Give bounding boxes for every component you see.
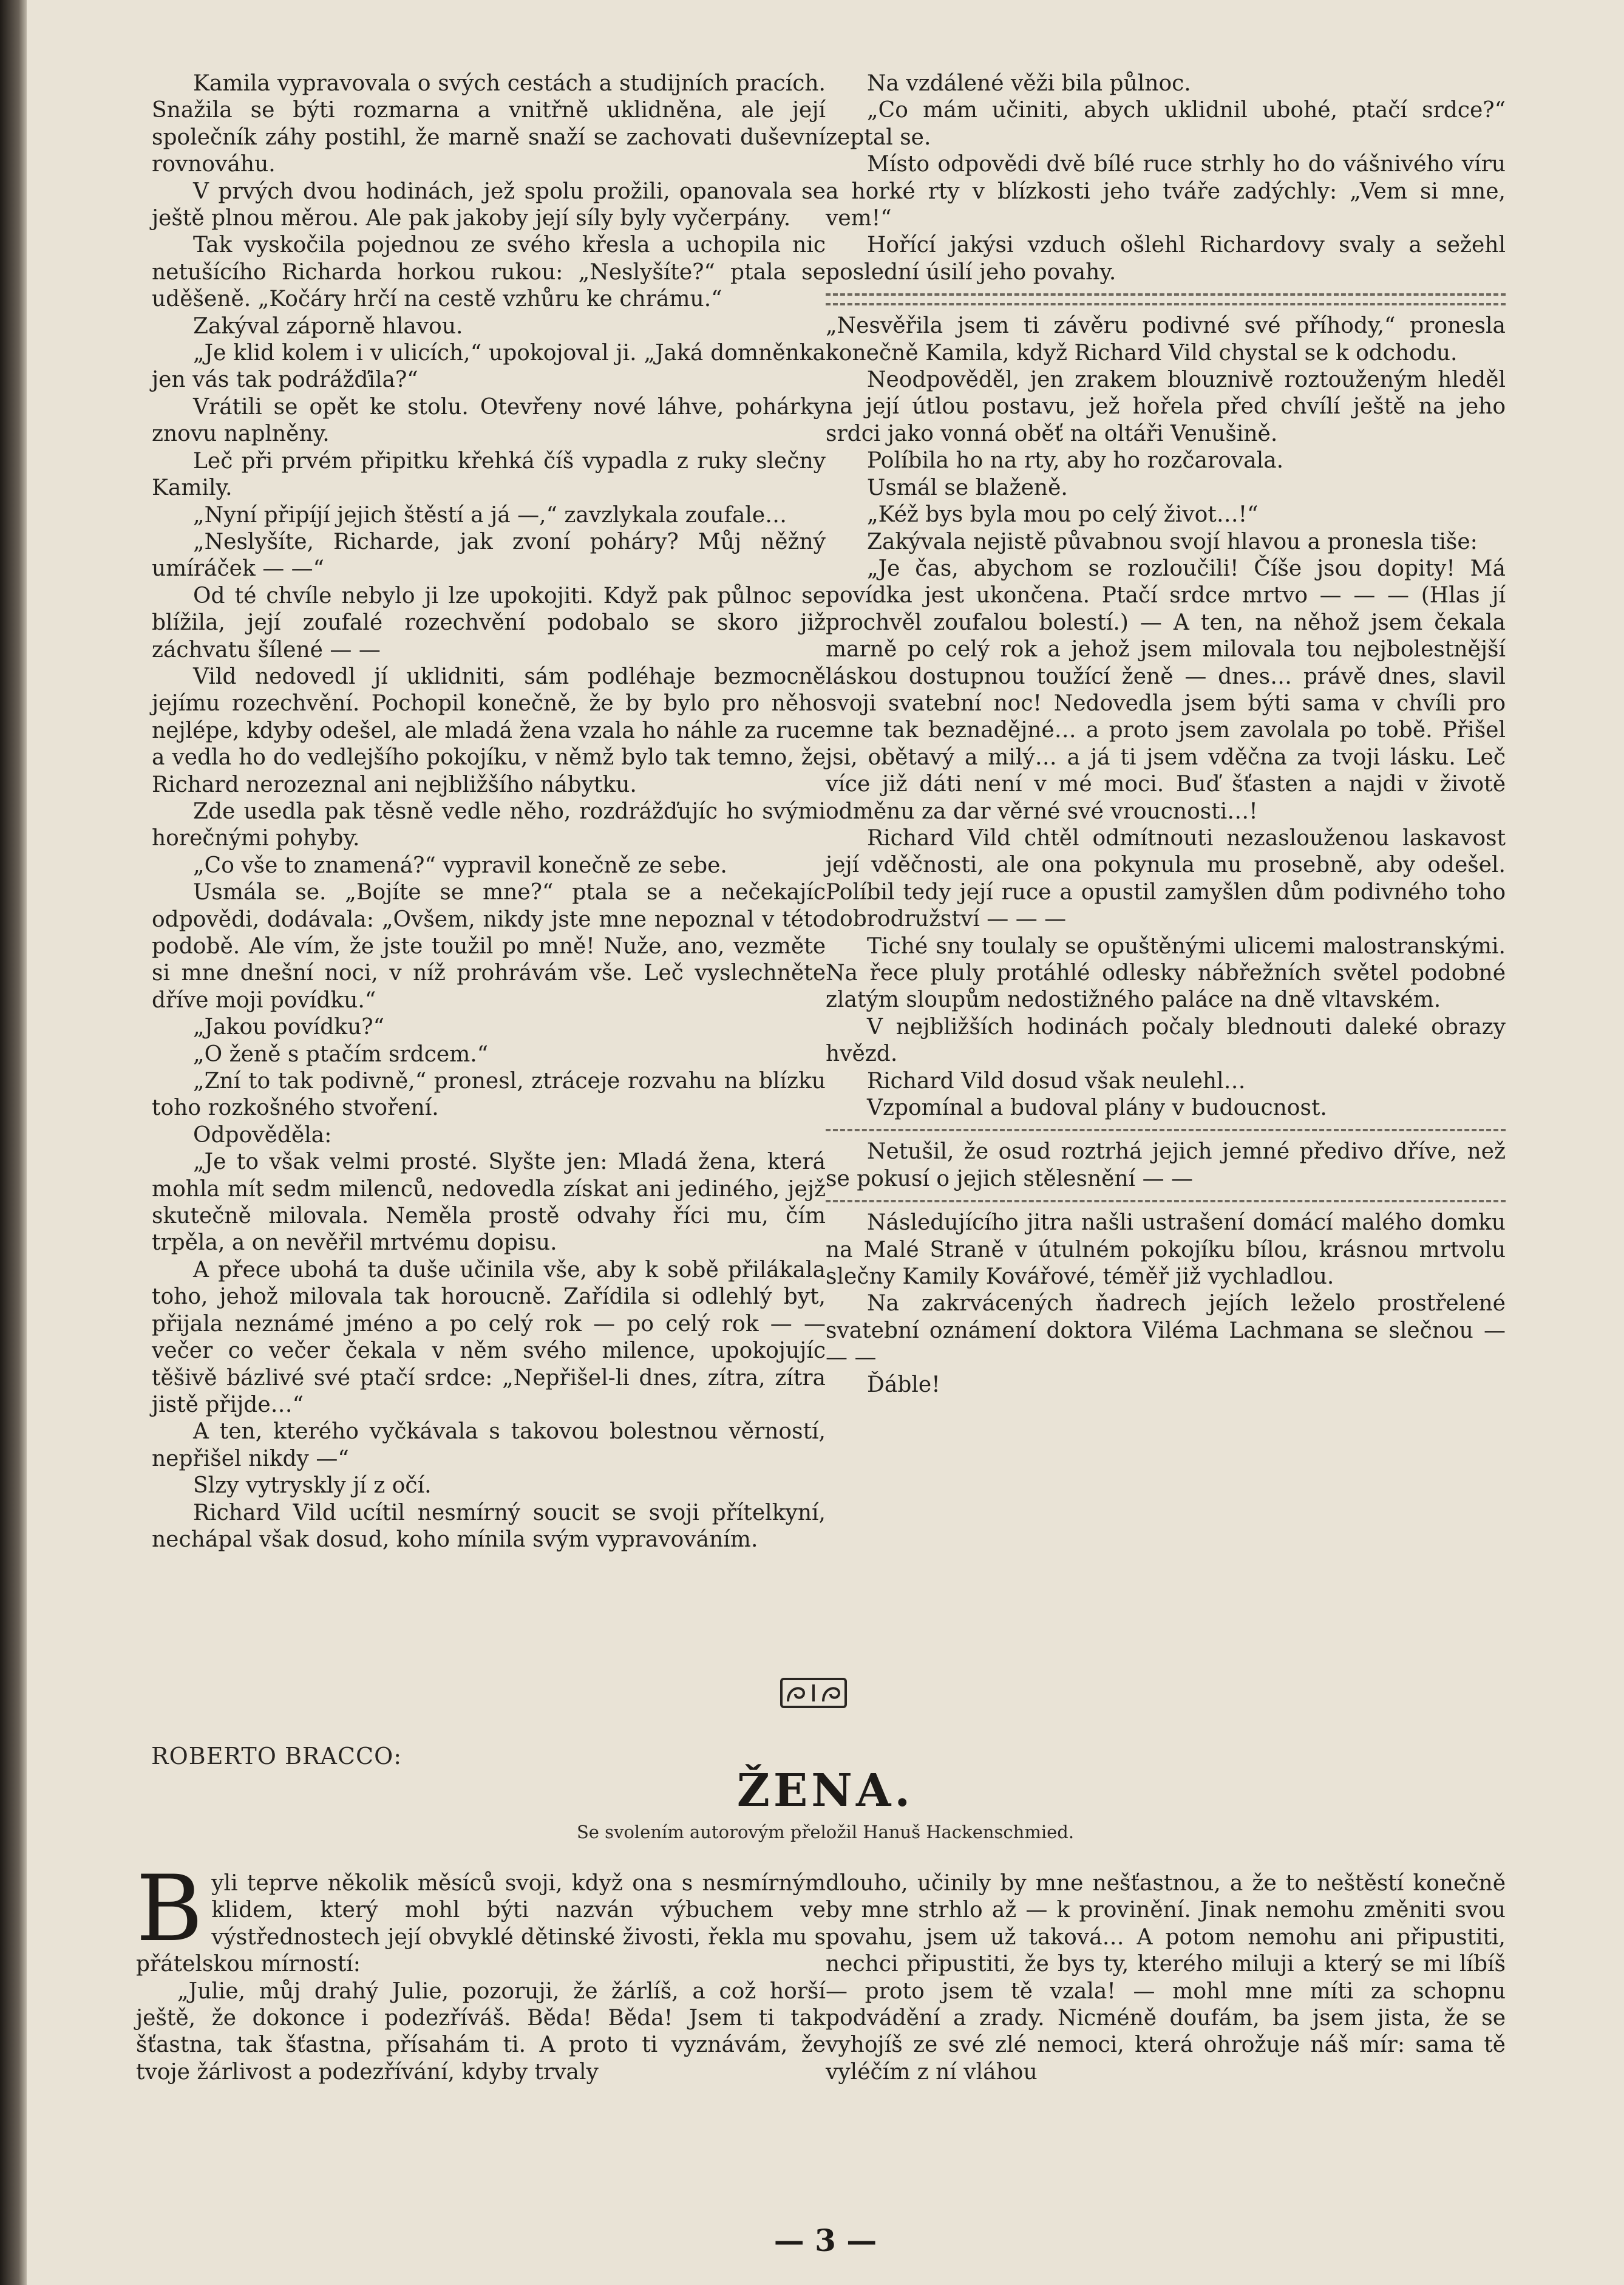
story1-left-column — [152, 70, 826, 1553]
paragraph: Tak vyskočila pojednou ze svého křesla a uchopila nic netušícího Richarda horkou rukou: „Neslyšíte?“ ptala se uděšeně. „Kočáry hrčí na cestě vzhůru ke chrámu.“ — [152, 233, 826, 312]
paragraph: Richard Vild chtěl odmítnouti nezaslouženou laskavost její vděčnosti, ale ona pokynula mu prosebně, aby odešel. Políbil tedy její ruce a opustil zamyšlen dům podivného toho dobrodružství — — — — [826, 825, 1506, 932]
paragraph: A přece ubohá ta duše učinila vše, aby k sobě přilákala toho, jehož milovala tak horoucně. Zařídila si odlehlý byt, přijala neznámé jméno a po celý rok — po celý rok — — večer co večer čekala v něm svého milence, upokojujíc těšivě bázlivé své ptačí srdce: „Nepřišel-li dnes, zítra, zítra jistě přijde…“ — [152, 1257, 826, 1417]
paragraph: „Je klid kolem i v ulicích,“ upokojoval ji. „Jaká domněnka jen vás tak podrážďila?“ — [152, 341, 826, 393]
paragraph: „Zní to tak podivně,“ pronesl, ztráceje rozvahu na blízku toho rozkošného stvoření. — [152, 1069, 826, 1121]
paragraph: „Nesvěřila jsem ti závěru podivné své příhody,“ pronesla konečně Kamila, když Richard Vild chystal se k odchodu. — [826, 313, 1506, 366]
book-spine — [0, 0, 27, 2285]
paragraph: Ďáble! — [867, 1372, 940, 1397]
paragraph: „Co mám učiniti, abych uklidnil ubohé, ptačí srdce?“ zeptal se. — [826, 98, 1506, 150]
paragraph: „Je čas, abychom se rozloučili! Číše jsou dopity! Má povídka jest ukončena. Ptačí srdce mrtvo — — — (Hlas jí prochvěl zoufalou bolestí.) — A ten, na něhož jsem čekala marně po celý rok a jehož jsem milovala tou nejbolestnější láskou dostupnou toužící ženě — dnes… právě dnes, slavil svoji svatební noc! Nedovedla jsem býti sama v chvíli pro mne tak beznadějné… a proto jsem zavolala po tobě. Přišel jsi, obětavý a milý… a já ti jsem vděčna za tvoji lásku. Leč více již dáti není v mé moci. Buď šťasten a najdi v životě odměnu za dar věrné své vroucnosti…! — [826, 556, 1506, 824]
story-title: ŽENA. — [736, 1765, 914, 1817]
paragraph: Kamila vypravovala o svých cestách a studijních pracích. Snažila se býti rozmarna a vnitřně uklidněna, ale její společník záhy postihl, že marně snaží se zachovati duševní rovnováhu. — [152, 71, 826, 177]
paragraph: „Kéž bys byla mou po celý život…!“ — [867, 502, 1259, 528]
paragraph: Od té chvíle nebylo ji lze upokojiti. Když pak půlnoc se blížila, její zoufalé rozechvění podobalo se skoro již záchvatu šílené — — — [152, 583, 826, 662]
section-separator — [826, 293, 1506, 296]
magazine-page — [27, 0, 1624, 2285]
paragraph: Políbila ho na rty, aby ho rozčarovala. — [867, 448, 1284, 474]
paragraph: Následujícího jitra našli ustrašení domácí malého domku na Malé Straně v útulném pokojíku bílou, krásnou mrtvolu slečny Kamily Kovářové, téměř již vychladlou. — [826, 1210, 1506, 1290]
section-separator — [826, 1129, 1506, 1131]
paragraph: Usmála se. „Bojíte se mne?“ ptala se a nečekajíc odpovědi, dodávala: „Ovšem, nikdy jste mne nepoznal v této podobě. Ale vím, že jste toužil po mně! Nuže, ano, vezměte si mne dnešní noci, v níž prohrávám vše. Leč vyslechněte dříve moji povídku.“ — [152, 880, 826, 1013]
paragraph: „Julie, můj drahý Julie, pozoruji, že žárlíš, a což horší ještě, že dokonce i podezříváš. Běda! Běda! Jsem ti tak šťastna, tak šťastna, přísahám ti. A proto ti vyznávám, že tvoje žárlivost a podezřívání, kdyby trvaly — [136, 1978, 826, 2085]
paragraph: Richard Vild dosud však neulehl… — [867, 1068, 1246, 1094]
page-number: — 3 — — [773, 2222, 877, 2258]
paragraph: Vrátili se opět ke stolu. Otevřeny nové láhve, pohárky znovu naplněny. — [152, 394, 826, 447]
translator-credit: Se svolením autorovým přeložil Hanuš Hackenschmied. — [576, 1822, 1075, 1842]
paragraph: Usmál se blaženě. — [867, 475, 1068, 500]
paragraph: „Jakou povídku?“ — [193, 1015, 384, 1040]
paragraph: Hořící jakýsi vzduch ošlehl Richardovy svaly a sežehl poslední úsilí jeho povahy. — [826, 233, 1506, 285]
story2-left-column — [136, 1856, 826, 2086]
paragraph: V nejbližších hodinách počaly blednouti daleké obrazy hvězd. — [826, 1014, 1506, 1067]
paragraph: Richard Vild ucítil nesmírný soucit se svoji přítelkyní, nechápal však dosud, koho mínila svým vypravováním. — [152, 1500, 826, 1552]
paragraph: Odpověděla: — [193, 1122, 332, 1148]
paragraph: Zakývala nejistě půvabnou svojí hlavou a pronesla tiše: — [867, 529, 1478, 554]
paragraph: dlouho, učinily by mne nešťastnou, a že to neštěstí konečně by mne strhlo až — k provinění. Jinak nemohu změniti svou povahu, jsem už taková… A potom nemohu ani připustiti, nechci připustiti, že bys ty, kterého miluji a který se mi líbíš — proto jsem tě vzala! — mohl mne míti za schopnu podvádění a zrady. Nicméně doufám, ba jsem jista, že se vyhojíš ze své zlé nemoci, která ohrožuje náš mír: sama tě vyléčím z ní vláhou — [826, 1871, 1506, 2085]
paragraph: Na zakrvácených ňadrech jejích leželo prostřelené svatební oznámení doktora Viléma Lachmana se slečnou — — — — [826, 1291, 1506, 1371]
paragraph: Netušil, že osud roztrhá jejich jemné předivo dříve, než se pokusí o jejich stělesnění — — — [826, 1139, 1506, 1191]
story1-part-a — [826, 70, 1506, 286]
paragraph: A ten, kterého vyčkávala s takovou bolestnou věrností, nepřišel nikdy —“ — [152, 1419, 826, 1471]
author-name: ROBERTO BRACCO: — [151, 1743, 403, 1769]
paragraph: Leč při prvém připitku křehká číš vypadla z ruky slečny Kamily. — [152, 448, 826, 501]
story2-right-column — [826, 1870, 1506, 2086]
paragraph: Místo odpovědi dvě bílé ruce strhly ho do vášnivého víru a horké rty v blízkosti jeho tváře zadýchly: „Vem si mne, vem!“ — [826, 152, 1506, 231]
paragraph: V prvých dvou hodinách, jež spolu prožili, opanovala se ještě plnou měrou. Ale pak jakoby její síly byly vyčerpány. — [152, 179, 826, 231]
paragraph: „Je to však velmi prosté. Slyšte jen: Mladá žena, která mohla mít sedm milenců, nedovedla získat ani jediného, jejž skutečně milovala. Neměla prostě odvahy říci mu, čím trpěla, a on nevěřil mrtvému dopisu. — [152, 1149, 826, 1256]
paragraph: Vild nedovedl jí uklidniti, sám podléhaje bezmocně jejímu rozechvění. Pochopil konečně, že by bylo pro něho nejlépe, kdyby odešel, ale mladá žena vzala ho náhle za ruce a vedla ho do vedlejšího pokojíku, v němž bylo tak temno, že Richard nerozeznal ani nejbližšího nábytku. — [152, 664, 826, 797]
story1-right-column — [826, 70, 1506, 1398]
story1-part-d — [826, 1210, 1506, 1398]
paragraph: Slzy vytryskly jí z očí. — [193, 1473, 432, 1499]
paragraph: „Neslyšíte, Richarde, jak zvoní poháry? Můj něžný umíráček — —“ — [152, 529, 826, 582]
paragraph: „O ženě s ptačím srdcem.“ — [193, 1041, 489, 1067]
story2-opening-paragraph — [136, 1856, 826, 1978]
paragraph: Neodpověděl, jen zrakem blouznivě roztouženým hleděl na její útlou postavu, jež hořela před chvílí ještě na jeho srdci jako vonná oběť na oltáři Venušině. — [826, 367, 1506, 446]
story1-part-c — [826, 1139, 1506, 1193]
opening-text: yli teprve několik měsíců svoji, když ona s nesmírným klidem, který mohl býti nazván výbuchem ve výstřednostech její obvyklé dětinské živosti, řekla mu s přátelskou mírností: — [136, 1871, 826, 1977]
story2-left-continuation — [136, 1978, 826, 2086]
paragraph: „Co vše to znamená?“ vypravil konečně ze sebe. — [193, 853, 727, 878]
paragraph: „Nyní připíjí jejich štěstí a já —,“ zavzlykala zoufale… — [193, 502, 787, 528]
section-separator — [826, 1200, 1506, 1202]
ornament-divider-icon — [780, 1677, 848, 1709]
paragraph: Vzpomínal a budoval plány v budoucnost. — [867, 1095, 1327, 1121]
paragraph: Tiché sny toulaly se opuštěnými ulicemi malostranskými. Na řece pluly protáhlé odlesky nábřežních světel podobné zlatým sloupům nedostižného paláce na dně vltavském. — [826, 933, 1506, 1013]
section-separator — [826, 303, 1506, 305]
paragraph: Na vzdálené věži bila půlnoc. — [867, 71, 1191, 96]
story1-part-b — [826, 313, 1506, 1122]
drop-cap: B — [136, 1856, 203, 1962]
paragraph: Zde usedla pak těsně vedle něho, rozdrážďujíc ho svými horečnými pohyby. — [152, 799, 826, 851]
paragraph: Zakýval záporně hlavou. — [193, 313, 463, 339]
